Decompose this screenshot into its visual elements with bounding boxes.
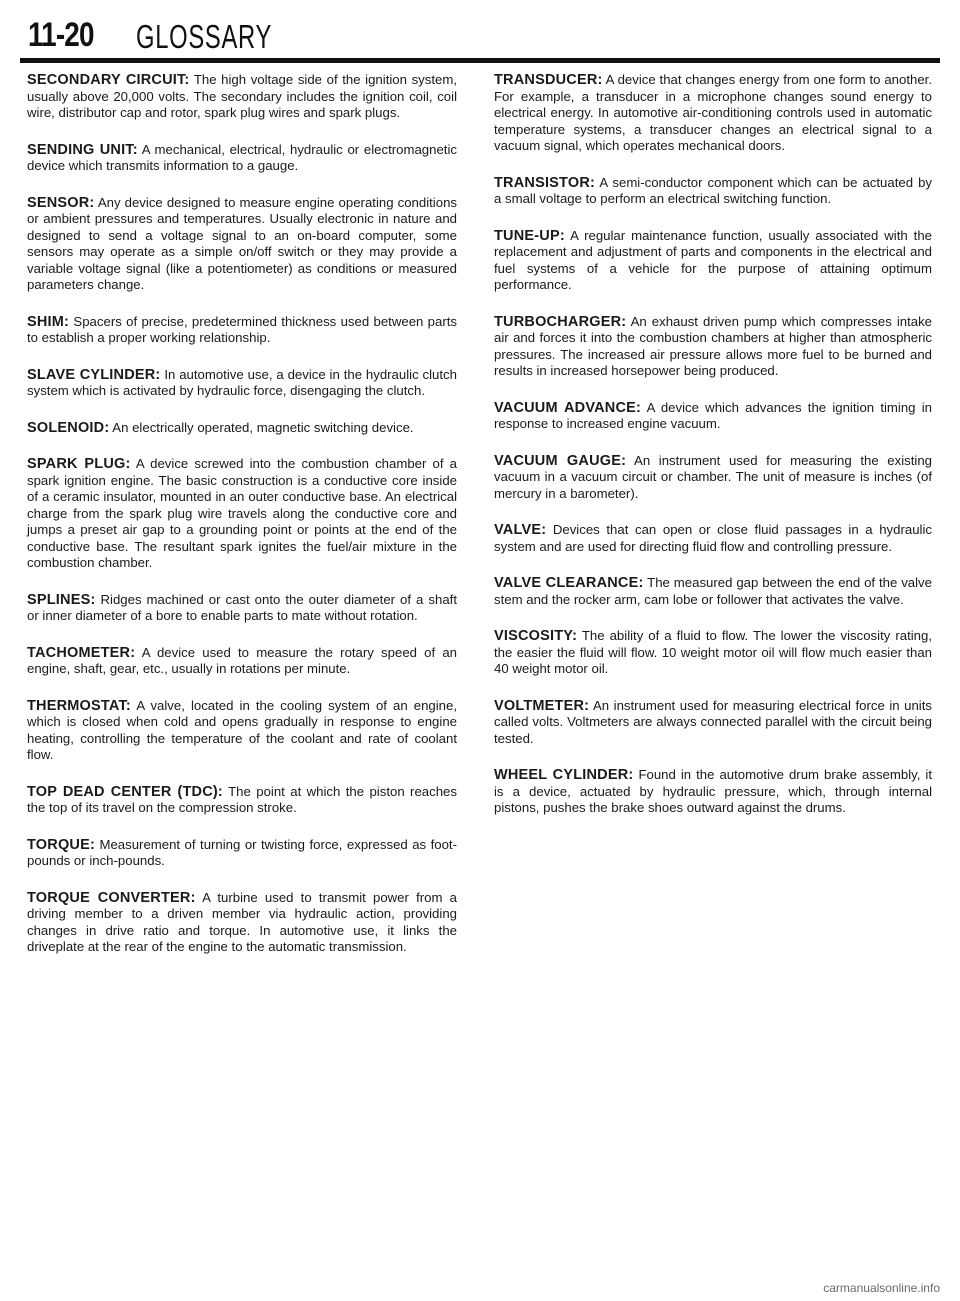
glossary-definition: Devices that can open or close fluid passages in a hydraulic system and are used for directing fluid flow and controlling pressure. bbox=[494, 522, 933, 554]
glossary-entry bbox=[494, 453, 932, 503]
header-rule bbox=[20, 58, 940, 63]
glossary-term: TORQUE CONVERTER: bbox=[27, 889, 196, 906]
glossary-entry bbox=[27, 592, 457, 625]
glossary-entry bbox=[27, 784, 457, 817]
glossary-term: SLAVE CYLINDER: bbox=[27, 366, 161, 383]
glossary-term: TUNE-UP: bbox=[494, 227, 565, 244]
glossary-term: WHEEL CYLINDER: bbox=[494, 767, 634, 783]
glossary-term: TACHOMETER: bbox=[27, 644, 136, 661]
left-column bbox=[27, 72, 457, 976]
glossary-entry bbox=[27, 837, 457, 870]
glossary-entry bbox=[27, 420, 457, 437]
glossary-entry bbox=[494, 400, 932, 433]
glossary-term: SECONDARY CIRCUIT: bbox=[27, 72, 190, 88]
glossary-entry bbox=[494, 228, 932, 294]
glossary-entry bbox=[27, 314, 457, 347]
glossary-definition: A device which advances the ignition timing in response to increased engine vacuum. bbox=[494, 399, 932, 431]
glossary-term: THERMOSTAT: bbox=[27, 697, 131, 714]
glossary-term: VISCOSITY: bbox=[494, 628, 578, 644]
watermark: carmanualsonline.info bbox=[823, 1281, 940, 1295]
glossary-definition: A turbine used to transmit power from a driving member to a driven member via hydraulic action, providing changes in drive ratio and torque. In automotive use, it links the driveplate at the rear of the engine to the automatic transmission. bbox=[27, 889, 458, 954]
glossary-entry bbox=[494, 522, 932, 555]
right-column bbox=[494, 72, 932, 837]
glossary-definition: The ability of a fluid to flow. The lower the viscosity rating, the easier the fluid will flow. 10 weight motor oil will flow much easier than 40 weight motor oil. bbox=[494, 628, 932, 676]
glossary-entry bbox=[27, 367, 457, 400]
glossary-definition: Spacers of precise, predetermined thickness used between parts to establish a proper working relationship. bbox=[27, 313, 457, 345]
glossary-definition: A device that changes energy from one form to another. For example, a transducer in a microphone changes sound energy to electrical energy. In automotive air-conditioning controls used in automatic temperature systems, a transducer changes an electrical signal to a vacuum signal, which operates mechanical doors. bbox=[494, 72, 932, 153]
glossary-term: VALVE: bbox=[494, 522, 547, 538]
glossary-term: TRANSISTOR: bbox=[494, 174, 596, 191]
glossary-term: SENSOR: bbox=[27, 194, 95, 211]
glossary-term: SPARK PLUG: bbox=[27, 456, 131, 472]
glossary-definition: Measurement of turning or twisting force, expressed as foot-pounds or inch-pounds. bbox=[27, 836, 457, 868]
glossary-term: TOP DEAD CENTER (TDC): bbox=[27, 783, 223, 800]
page-number: 11-20 bbox=[28, 16, 94, 54]
glossary-definition: A valve, located in the cooling system of an engine, which is closed when cold and opens gradually in response to engine heating, controlling the temperature of the coolant and rate of coolant flow. bbox=[27, 697, 457, 762]
glossary-term: TRANSDUCER: bbox=[494, 72, 603, 88]
glossary-definition: A regular maintenance function, usually associated with the replacement and adjustment of parts and components in the electrical and fuel systems of a vehicle for the purpose of attaining optimum performance. bbox=[494, 227, 933, 292]
glossary-term: VALVE CLEARANCE: bbox=[494, 575, 644, 591]
page-header bbox=[28, 16, 932, 60]
glossary-entry bbox=[27, 142, 457, 175]
glossary-definition: The point at which the piston reaches the top of its travel on the compression stroke. bbox=[27, 783, 457, 815]
glossary-entry bbox=[27, 890, 457, 956]
glossary-entry bbox=[27, 456, 457, 572]
glossary-definition: Found in the automotive drum brake assembly, it is a device, actuated by hydraulic pressure, which, through internal pistons, pushes the brake shoes outward against the drums. bbox=[494, 767, 932, 815]
glossary-definition: The high voltage side of the ignition system, usually above 20,000 volts. The secondary includes the ignition coil, coil wire, distributor cap and rotor, spark plug wires and spark plugs. bbox=[27, 72, 457, 120]
glossary-entry bbox=[494, 767, 932, 817]
glossary-term: TORQUE: bbox=[27, 836, 95, 853]
glossary-entry bbox=[494, 698, 932, 748]
glossary-definition: Ridges machined or cast onto the outer diameter of a shaft or inner diameter of a bore to enable parts to mate without rotation. bbox=[27, 591, 457, 623]
glossary-definition: A semi-conductor component which can be actuated by a small voltage to perform an electrical switching function. bbox=[494, 174, 932, 206]
glossary-entry bbox=[494, 314, 932, 380]
glossary-term: SHIM: bbox=[27, 313, 70, 330]
glossary-definition: The measured gap between the end of the valve stem and the rocker arm, cam lobe or follower that activates the valve. bbox=[494, 575, 932, 607]
glossary-term: VACUUM GAUGE: bbox=[494, 452, 627, 469]
section-title: GLOSSARY bbox=[136, 18, 273, 55]
glossary-definition: An instrument used for measuring electrical force in units called volts. Voltmeters are always connected parallel with the circuit being tested. bbox=[494, 697, 932, 746]
glossary-entry bbox=[27, 645, 457, 678]
glossary-term: VOLTMETER: bbox=[494, 697, 590, 714]
glossary-entry bbox=[494, 575, 932, 608]
glossary-entry bbox=[494, 72, 932, 155]
glossary-term: VACUUM ADVANCE: bbox=[494, 399, 642, 416]
glossary-entry bbox=[494, 175, 932, 208]
glossary-definition: Any device designed to measure engine operating conditions or ambient pressures and temperatures. Usually electronic in nature and designed to send a voltage signal to an on-board computer, some sensors may operate as a simple on/off switch or they may provide a variable voltage signal (like a potentiometer) as conditions or measured parameters change. bbox=[27, 194, 457, 292]
glossary-definition: A mechanical, electrical, hydraulic or electromagnetic device which transmits information to a gauge. bbox=[27, 141, 457, 173]
glossary-term: TURBOCHARGER: bbox=[494, 313, 627, 330]
glossary-definition: An exhaust driven pump which compresses intake air and forces it into the combustion chambers at higher than atmospheric pressures. The increased air pressure allows more fuel to be burned and results in increased horsepower being produced. bbox=[494, 313, 933, 378]
glossary-definition: An electrically operated, magnetic switching device. bbox=[112, 419, 414, 435]
glossary-term: SOLENOID: bbox=[27, 419, 110, 436]
glossary-definition: A device screwed into the combustion chamber of a spark ignition engine. The basic construction is a conductive core inside of a ceramic insulator, mounted in an outer conductive base. An electrical charge from the spark plug wire travels along the conductive core and jumps a preset air gap to a grounding point or points at the end of the conductive base. The resultant spark ignites the fuel/air mixture in the combustion chamber. bbox=[27, 456, 457, 570]
glossary-definition: A device used to measure the rotary speed of an engine, shaft, gear, etc., usually in rotations per minute. bbox=[27, 644, 457, 676]
glossary-entry bbox=[494, 628, 932, 678]
glossary-term: SENDING UNIT: bbox=[27, 141, 138, 158]
glossary-entry bbox=[27, 72, 457, 122]
glossary-definition: In automotive use, a device in the hydraulic clutch system which is activated by hydraulic force, disengaging the clutch. bbox=[27, 366, 457, 398]
glossary-entry bbox=[27, 698, 457, 764]
glossary-term: SPLINES: bbox=[27, 591, 96, 608]
glossary-definition: An instrument used for measuring the existing vacuum in a vacuum circuit or chamber. The unit of measure is inches (of mercury in a barometer). bbox=[494, 452, 932, 501]
glossary-entry bbox=[27, 195, 457, 294]
